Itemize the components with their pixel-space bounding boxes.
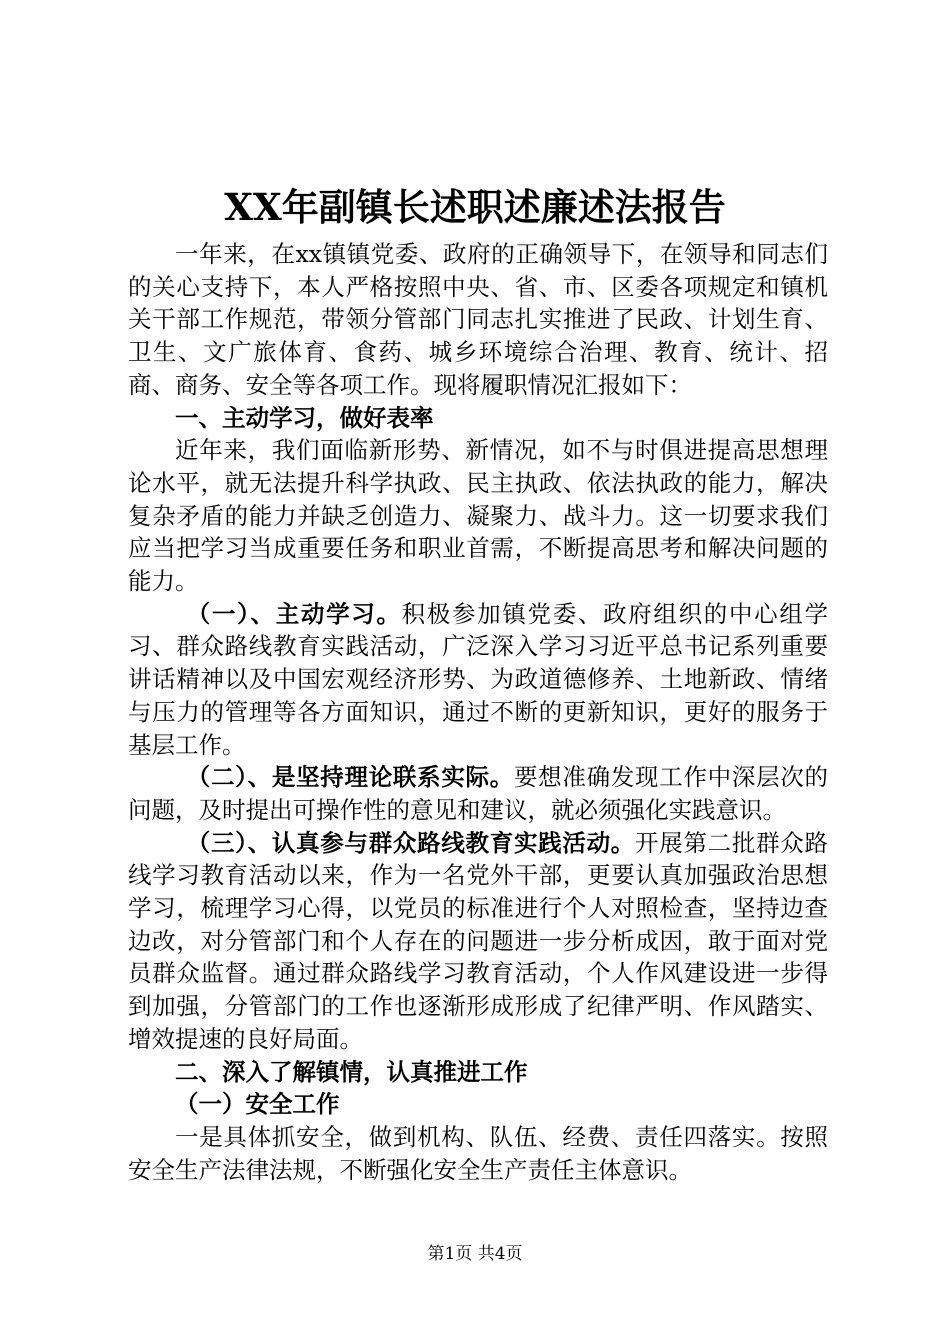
section1-heading: 一、主动学习，做好表率 bbox=[175, 403, 434, 432]
section1-item1 bbox=[128, 598, 828, 762]
section2-heading: 二、深入了解镇情，认真推进工作 bbox=[175, 1057, 528, 1086]
document-body bbox=[128, 238, 828, 1186]
section1-item2-text: 要想准确发现工作中深层次的问题，及时提出可操作性的意见和建议，就必须强化实践意识。 bbox=[128, 763, 829, 824]
section1-item2-lead: （二）、是坚持理论联系实际。 bbox=[186, 763, 514, 792]
section1-paragraph: 近年来，我们面临新形势、新情况，如不与时俱进提高思想理论水平，就无法提升科学执政、民主执政、依法执政的能力，解决复杂矛盾的能力并缺乏创造力、凝聚力、战斗力。这一切要求我们应当把学习当成重要任务和职业首需，不断提高思考和解决问题的能力。 bbox=[128, 436, 828, 596]
section1-item3-lead: （三）、认真参与群众路线教育实践活动。 bbox=[186, 828, 636, 857]
section2-sub1-heading: （一）安全工作 bbox=[175, 1090, 340, 1119]
section1-item1-text: 积极参加镇党委、政府组织的中心组学习、群众路线教育实践活动，广泛深入学习习近平总书记系列重要讲话精神以及中国宏观经济形势、为政道德修养、土地新政、情绪与压力的管理等各方面知识，通过不断的更新知识，更好的服务于基层工作。 bbox=[128, 599, 829, 759]
section1-item3 bbox=[128, 827, 828, 1056]
document-title: XX年副镇长述职述廉述法报告 bbox=[224, 185, 726, 229]
intro-paragraph: 一年来，在xx镇镇党委、政府的正确领导下，在领导和同志们的关心支持下，本人严格按照中央、省、市、区委各项规定和镇机关干部工作规范，带领分管部门同志扎实推进了民政、计划生育、卫生、文广旅体育、食药、城乡环境综合治理、教育、统计、招商、商务、安全等各项工作。现将履职情况汇报如下： bbox=[128, 240, 828, 399]
section2-sub1-paragraph: 一是具体抓安全，做到机构、队伍、经费、责任四落实。按照安全生产法律法规，不断强化安全生产责任主体意识。 bbox=[128, 1122, 828, 1184]
section1-item3-text: 开展第二批群众路线学习教育活动以来，作为一名党外干部，更要认真加强政治思想学习，梳理学习心得，以党员的标准进行个人对照检查，坚持边查边改，对分管部门和个人存在的问题进一步分析成因，敢于面对党员群众监督。通过群众路线学习教育活动，个人作风建设进一步得到加强，分管部门的工作也逐渐形成形成了纪律严明、作风踏实、增效提速的良好局面。 bbox=[128, 828, 829, 1053]
section1-item1-lead: （一）、主动学习。 bbox=[186, 599, 402, 628]
page-footer: 第1页 共4页 bbox=[427, 1244, 523, 1264]
section1-item2 bbox=[128, 761, 828, 826]
